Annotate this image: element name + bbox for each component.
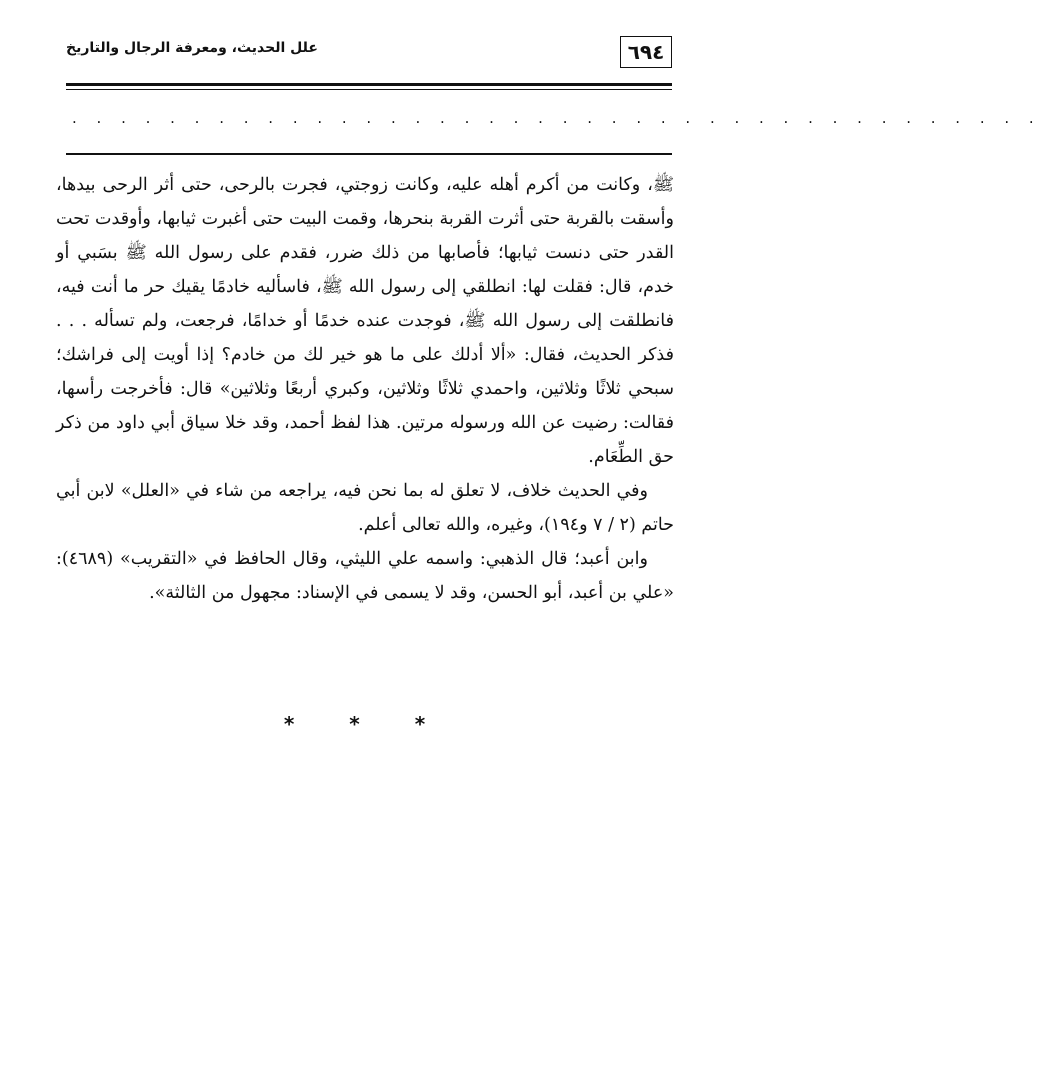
page-header: [66, 34, 672, 74]
dotted-separator: . . . . . . . . . . . . . . . . . . . . . . . . . . . . . . . . . . . . . . . .: [72, 109, 1041, 127]
body-text: [56, 168, 674, 610]
end-mark: * * *: [283, 712, 450, 736]
paragraph-3: وابن أعبد؛ قال الذهبي: واسمه علي الليثي، وقال الحافظ في «التقريب» (٤٦٨٩): «علي بن أعبد، أبو الحسن، وقد لا يسمى في الإسناد: مجهول من الثالثة».: [56, 549, 674, 603]
header-rule-thick: [66, 83, 672, 86]
footnote-rule: [66, 153, 672, 155]
page-number: ٦٩٤: [620, 36, 672, 68]
running-title: علل الحديث، ومعرفة الرجال والتاريخ: [66, 40, 318, 56]
header-rule-thin: [66, 89, 672, 90]
paragraph-2: وفي الحديث خلاف، لا تعلق له بما نحن فيه، يراجعه من شاء في «العلل» لابن أبي حاتم (٢ / ٧ و١٩٤)، وغيره، والله تعالى أعلم.: [56, 481, 674, 535]
paragraph-1: ﷺ، وكانت من أكرم أهله عليه، وكانت زوجتي، فجرت بالرحى، حتى أثر الرحى بيدها، وأسقت بالقربة حتى أثرت القربة بنحرها، وقمت البيت حتى أغبرت ثيابها، وأوقدت تحت القدر حتى دنست ثيابها؛ فأصابها من ذلك ضرر، فقدم على رسول الله ﷺ بسَبي أو خدم، قال: فقلت لها: انطلقي إلى رسول الله ﷺ، فاسأليه خادمًا يقيك حر ما أنت فيه، فانطلقت إلى رسول الله ﷺ، فوجدت عنده خدمًا أو خدامًا، فرجعت، ولم تسأله . . . فذكر الحديث، فقال: «ألا أدلك على ما هو خير لك من خادم؟ إذا أويت إلى فراشك؛ سبحي ثلاثًا وثلاثين، واحمدي ثلاثًا وثلاثين، وكبري أربعًا وثلاثين» قال: فأخرجت رأسها، فقالت: رضيت عن الله ورسوله مرتين. هذا لفظ أحمد، وقد خلا سياق أبي داود من ذكر حق الطِّعَام.: [56, 175, 674, 467]
